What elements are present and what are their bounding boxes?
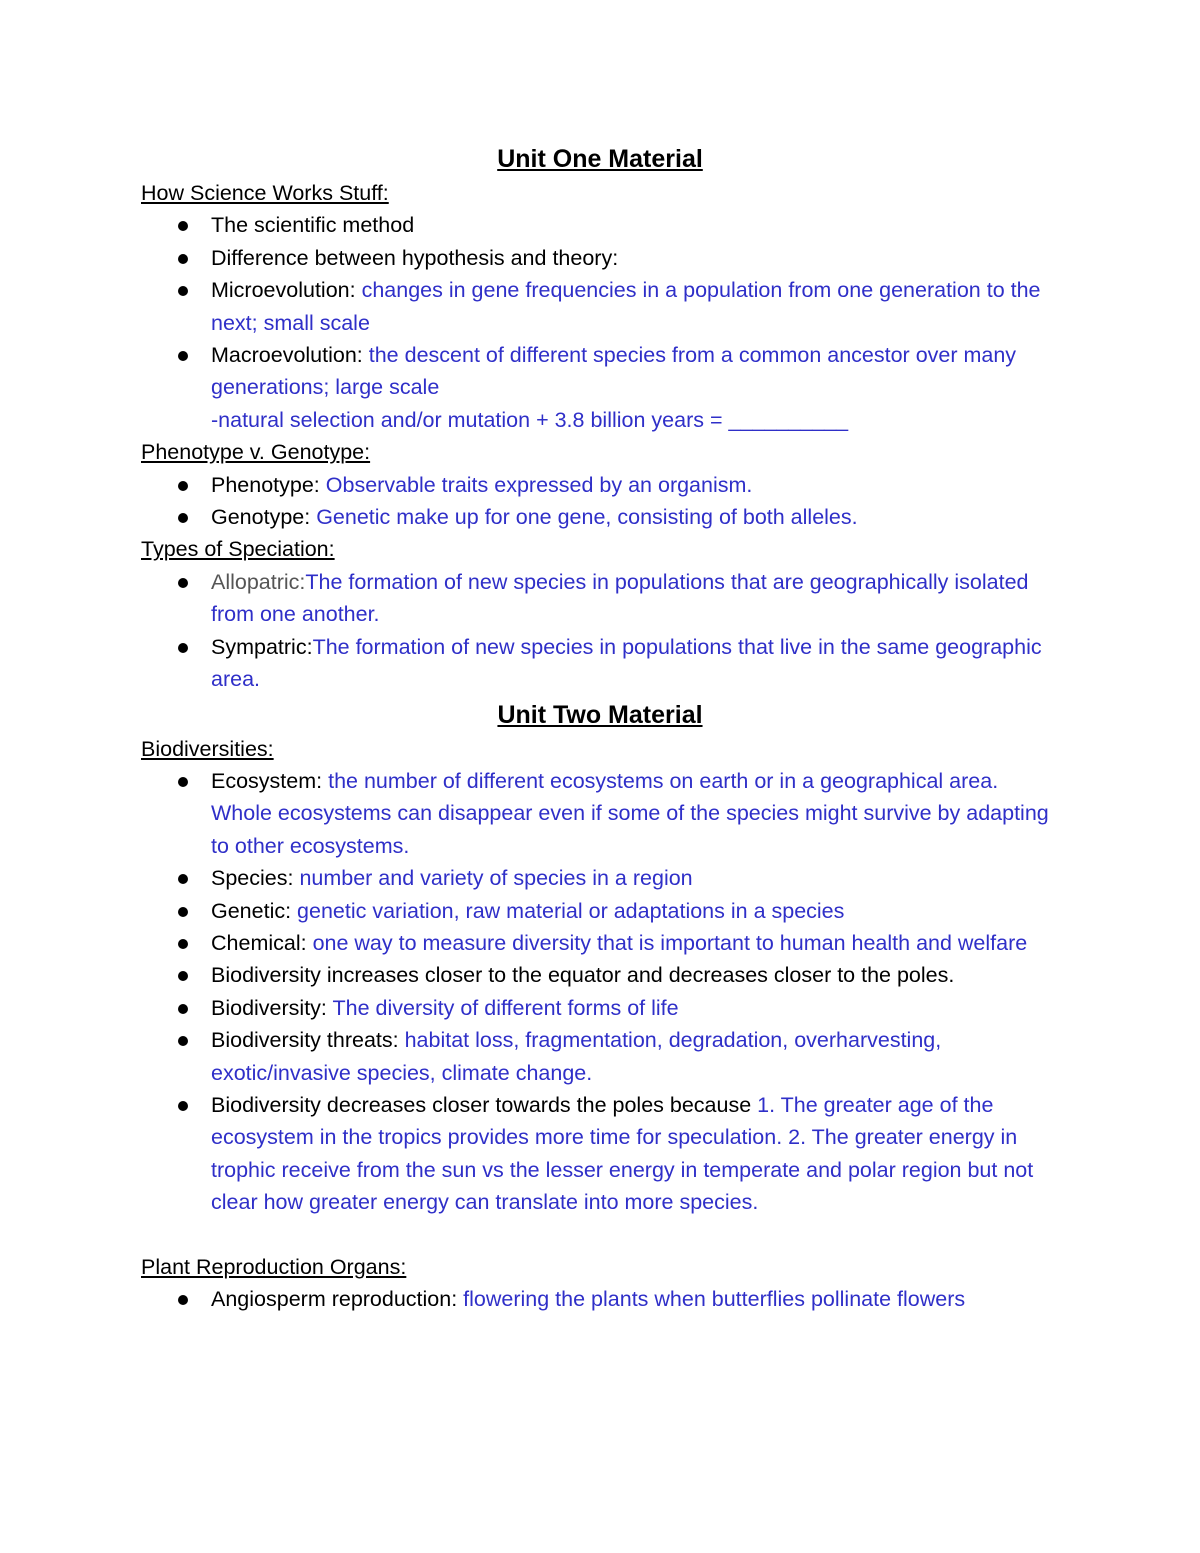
- item-definition: number and variety of species in a region: [299, 866, 693, 891]
- plant-reproduction-list: [141, 1283, 1059, 1315]
- item-definition: The formation of new species in populations that are geographically isolated from one another.: [211, 569, 1029, 627]
- bullet-icon: [178, 254, 188, 264]
- bullet-icon: [178, 481, 188, 491]
- plant-reproduction-heading: Plant Reproduction Organs:: [141, 1254, 407, 1279]
- biodiversities-heading: Biodiversities:: [141, 736, 274, 761]
- item-definition: one way to measure diversity that is important to human health and welfare: [312, 930, 1028, 955]
- item-definition: 1. The greater age of the ecosystem in the tropics provides more time for speculation. 2. The greater energy in trophic receive from the sun vs the lesser energy in temperate and polar region but not clear how greater energy can translate into more species.: [211, 1092, 1034, 1215]
- item-definition: the number of different ecosystems on earth or in a geographical area. Whole ecosystems can disappear even if some of the species might survive by adapting to other ecosystems.: [211, 768, 1049, 858]
- item-label: Biodiversity:: [211, 995, 333, 1020]
- list-item: [141, 274, 1059, 339]
- how-science-heading: How Science Works Stuff:: [141, 181, 389, 205]
- bullet-icon: [178, 221, 188, 231]
- item-label: Macroevolution:: [211, 343, 369, 368]
- item-label: Genetic:: [211, 898, 298, 923]
- list-item: [141, 959, 1059, 991]
- item-label: Angiosperm reproduction:: [211, 1287, 464, 1311]
- list-item: [141, 631, 1059, 696]
- bullet-icon: [178, 1036, 188, 1046]
- item-definition: the descent of different species from a common ancestor over many generations; large scale: [211, 343, 1017, 400]
- item-label: Biodiversity threats:: [211, 1028, 405, 1053]
- item-definition: Observable traits expressed by an organism.: [325, 472, 753, 497]
- speciation-heading: Types of Speciation:: [141, 537, 335, 562]
- item-label: Species:: [211, 866, 300, 891]
- item-label: Biodiversity decreases closer towards the poles because: [211, 1092, 758, 1117]
- list-item: [141, 927, 1059, 959]
- list-item: [141, 469, 1059, 501]
- phenotype-heading: Phenotype v. Genotype:: [141, 440, 371, 465]
- item-note: -natural selection and/or mutation + 3.8 billion years = __________: [211, 407, 849, 432]
- bullet-icon: [178, 777, 188, 787]
- item-definition: The diversity of different forms of life: [332, 995, 679, 1020]
- bullet-icon: [178, 286, 188, 296]
- item-label: Sympatric:: [211, 634, 313, 659]
- list-item: [141, 501, 1059, 533]
- how-science-list: [141, 209, 1059, 436]
- list-item: [141, 862, 1059, 894]
- biodiversities-list: [141, 765, 1059, 1219]
- bullet-icon: [178, 643, 188, 653]
- list-item: [141, 992, 1059, 1024]
- item-label: Microevolution:: [211, 278, 362, 303]
- list-item: [141, 566, 1059, 631]
- item-definition: genetic variation, raw material or adaptations in a species: [297, 898, 845, 923]
- item-label: Phenotype:: [211, 472, 326, 497]
- list-item: [141, 1024, 1059, 1089]
- item-label: Ecosystem:: [211, 768, 329, 793]
- list-item: [141, 765, 1059, 862]
- list-item: [141, 895, 1059, 927]
- bullet-icon: [178, 907, 188, 917]
- item-definition: flowering the plants when butterflies pollinate flowers: [463, 1287, 966, 1311]
- item-label: Chemical:: [211, 930, 313, 955]
- list-item: [141, 339, 1059, 436]
- phenotype-list: [141, 469, 1059, 534]
- bullet-icon: [178, 1004, 188, 1014]
- item-definition: habitat loss, fragmentation, degradation, overharvesting, exotic/invasive species, climate change.: [211, 1028, 942, 1085]
- item-label: Biodiversity increases closer to the equator and decreases closer to the poles.: [211, 963, 955, 988]
- bullet-icon: [178, 351, 188, 361]
- item-definition: changes in gene frequencies in a population from one generation to the next; small scale: [211, 278, 1041, 335]
- item-label: The scientific method: [211, 213, 415, 238]
- speciation-list: [141, 566, 1059, 696]
- bullet-icon: [178, 513, 188, 523]
- item-definition: The formation of new species in populations that live in the same geographic area.: [211, 634, 1042, 692]
- bullet-icon: [178, 874, 188, 884]
- list-item: [141, 1283, 1059, 1315]
- list-item: [141, 209, 1059, 241]
- bullet-icon: [178, 939, 188, 949]
- unit-one-title: Unit One Material: [497, 145, 703, 173]
- bullet-icon: [178, 1295, 188, 1305]
- bullet-icon: [178, 1101, 188, 1111]
- item-label: Allopatric:: [211, 569, 306, 594]
- bullet-icon: [178, 971, 188, 981]
- list-item: [141, 1089, 1059, 1219]
- item-definition: Genetic make up for one gene, consisting of both alleles.: [316, 505, 858, 530]
- bullet-icon: [178, 578, 188, 588]
- document-body: [141, 141, 1059, 1315]
- list-item: [141, 242, 1059, 274]
- unit-two-title: Unit Two Material: [497, 700, 703, 729]
- item-label: Genotype:: [211, 505, 317, 530]
- item-label: Difference between hypothesis and theory:: [211, 245, 619, 270]
